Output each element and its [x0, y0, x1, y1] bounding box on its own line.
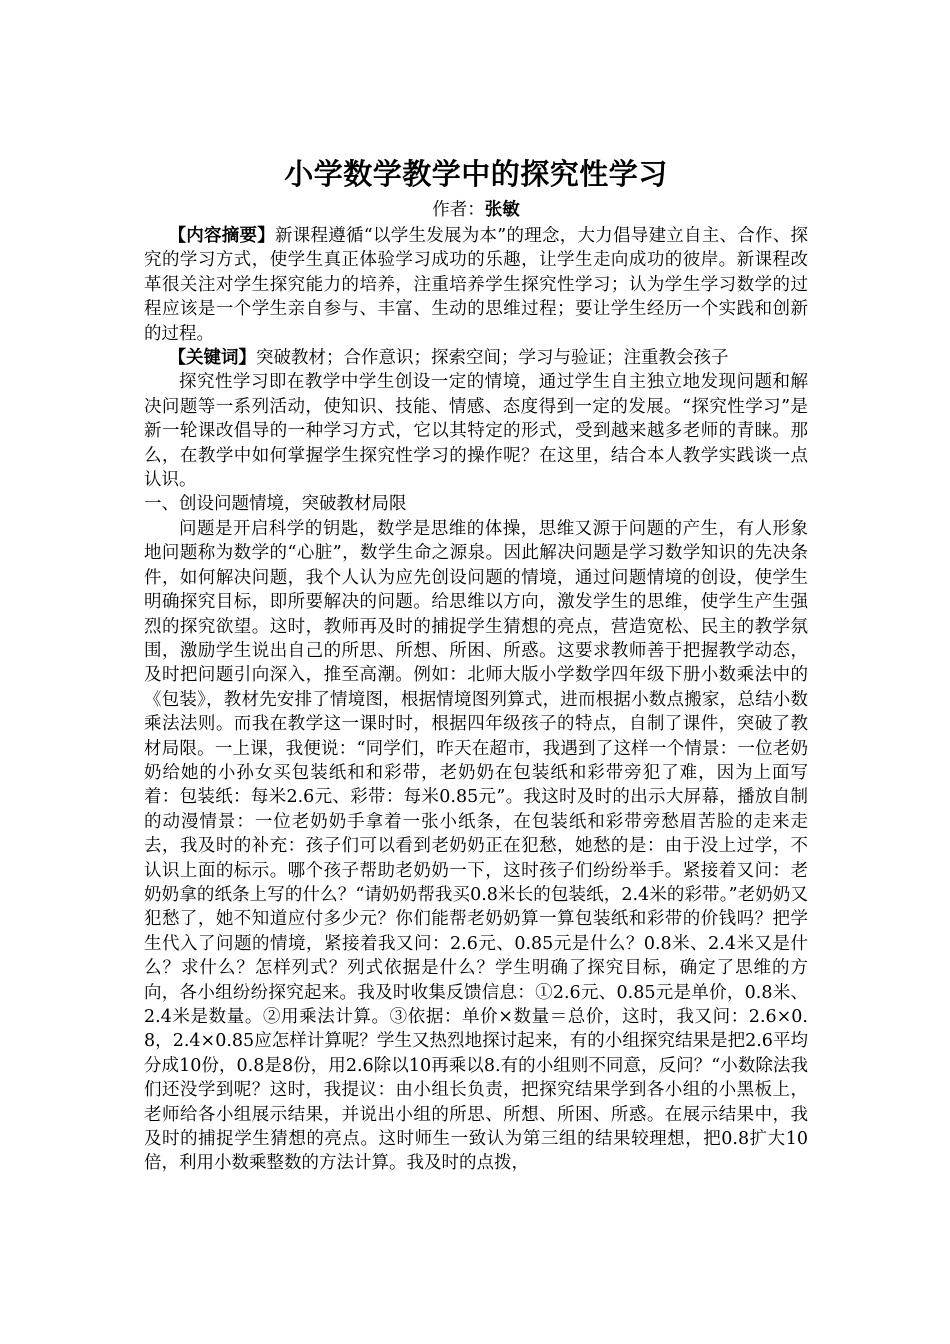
document-title: 小学数学教学中的探究性学习 — [284, 157, 668, 191]
keywords-paragraph — [144, 346, 808, 370]
keywords-label: 【关键词】 — [168, 348, 256, 369]
section-heading: 一、创设问题情境，突破教材局限 — [144, 494, 407, 515]
abstract-label: 【内容摘要】 — [168, 226, 276, 246]
author-prefix: 作者： — [432, 200, 485, 220]
intro-paragraph: 探究性学习即在教学中学生创设一定的情境，通过学生自主独立地发现问题和解决问题等一系列活动，使知识、技能、情感、态度得到一定的发展。“探究性学习”是新一轮课改倡导的一种学习方式，它以其特定的形式，受到越来越多老师的青睐。那么，在教学中如何掌握学生探究性学习的操作呢？在这里，结合本人教学实践谈一点认识。 — [144, 372, 808, 491]
abstract-text: 新课程遵循“以学生发展为本”的理念，大力倡导建立自主、合作、探究的学习方式，使学生真正体验学习成功的乐趣，让学生走向成功的彼岸。新课程改革很关注对学生探究能力的培养，注重培养学生探究性学习；认为学生学习数学的过程应该是一个学生亲自参与、丰富、生动的思维过程；要让学生经历一个实践和创新的过程。 — [144, 226, 808, 344]
keywords-text: 突破教材；合作意识；探索空间；学习与验证；注重教会孩子 — [256, 348, 729, 369]
section-paragraph: 问题是开启科学的钥匙，数学是思维的体操，思维又源于问题的产生，有人形象地问题称为数学的“心脏”，数学生命之源泉。因此解决问题是学习数学知识的先决条件，如何解决问题，我个人认为应先创设问题的情境，通过问题情境的创设，使学生明确探究目标，即所要解决的问题。给思维以方向，激发学生的思维，使学生产生强烈的探究欲望。这时，教师再及时的捕捉学生猜想的亮点，营造宽松、民主的教学氛围，激励学生说出自己的所思、所想、所困、所惑。这要求教师善于把握教学动态，及时把问题引向深入，推至高潮。例如：北师大版小学数学四年级下册小数乘法中的《包装》，教材先安排了情境图，根据情境图列算式，进而根据小数点搬家，总结小数乘法法则。而我在教学这一课时时，根据四年级孩子的特点，自制了课件，突破了教材局限。一上课，我便说：“同学们，昨天在超市，我遇到了这样一个情景：一位老奶奶给她的小孙女买包装纸和和彩带，老奶奶在包装纸和彩带旁犯了难，因为上面写着：包装纸：每米2.6元、彩带：每米0.85元”。我这时及时的出示大屏幕，播放自制的动漫情景：一位老奶奶手拿着一张小纸条，在包装纸和彩带旁愁眉苦脸的走来走去，我及时的补充：孩子们可以看到老奶奶正在犯愁，她愁的是：由于没上过学，不认识上面的标示。哪个孩子帮助老奶奶一下，这时孩子们纷纷举手。紧接着又问：老奶奶拿的纸条上写的什么？“请奶奶帮我买0.8米长的包装纸，2.4米的彩带。”老奶奶又犯愁了，她不知道应付多少元？你们能帮老奶奶算一算包装纸和彩带的价钱吗？把学生代入了问题的情境，紧接着我又问：2.6元、0.85元是什么？0.8米、2.4米又是什么？求什么？怎样列式？列式依据是什么？学生明确了探究目标，确定了思维的方向，各小组纷纷探究起来。我及时收集反馈信息：①2.6元、0.85元是单价，0.8米、2.4米是数量。②用乘法计算。③依据：单价×数量＝总价，这时，我又问：2.6×0.8，2.4×0.85应怎样计算呢？学生又热烈地探讨起来，有的小组探究结果是把2.6平均分成10份，0.8是8份，用2.6除以10再乘以8.有的小组则不同意，反问？“小数除法我们还没学到呢？这时，我提议：由小组长负责，把探究结果学到各小组的小黑板上，老师给各小组展示结果，并说出小组的所思、所想、所困、所惑。在展示结果中，我及时的捕捉学生猜想的亮点。这时师生一致认为第三组的结果较理想，把0.8扩大10倍，利用小数乘整数的方法计算。我及时的点拨， — [144, 518, 808, 1174]
author-line — [144, 196, 808, 224]
document-body — [144, 152, 808, 1176]
author-name: 张敏 — [484, 200, 520, 220]
abstract-paragraph — [144, 224, 808, 346]
